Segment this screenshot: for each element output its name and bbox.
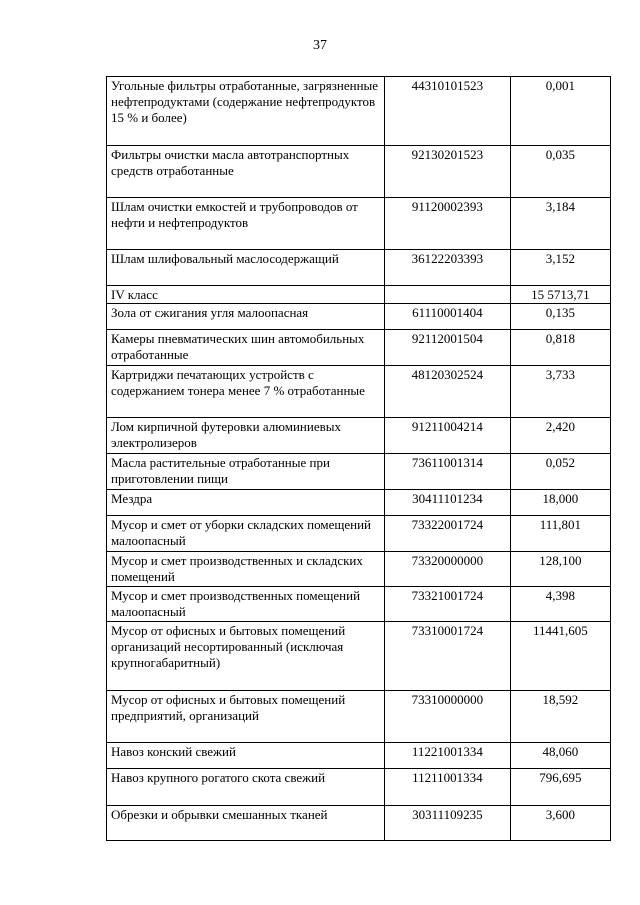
class-total-cell: 15 5713,71 (510, 286, 610, 304)
table-row (107, 490, 611, 516)
waste-code-cell: 91211004214 (385, 418, 511, 454)
table-row (107, 366, 611, 418)
table-row (107, 304, 611, 330)
waste-amount-cell: 3,733 (510, 366, 610, 418)
table-row (107, 146, 611, 198)
table-row (107, 691, 611, 743)
waste-amount-cell: 18,000 (510, 490, 610, 516)
waste-name-cell: Мусор и смет производственных помещений малоопасный (107, 587, 385, 622)
waste-amount-cell: 3,600 (510, 806, 610, 841)
waste-name-cell: Навоз конский свежий (107, 743, 385, 769)
page-number: 37 (313, 38, 327, 53)
waste-amount-cell: 3,184 (510, 198, 610, 250)
table-row (107, 587, 611, 622)
table-row (107, 330, 611, 366)
waste-name-cell: Шлам шлифовальный маслосодержащий (107, 250, 385, 286)
waste-name-cell: Зола от сжигания угля малоопасная (107, 304, 385, 330)
waste-name-cell: Масла растительные отработанные при приготовлении пищи (107, 454, 385, 490)
waste-name-cell: Мусор и смет от уборки складских помещений малоопасный (107, 516, 385, 552)
waste-name-cell: Картриджи печатающих устройств с содержанием тонера менее 7 % отработанные (107, 366, 385, 418)
table-row (107, 743, 611, 769)
waste-name-cell: Камеры пневматических шин автомобильных отработанные (107, 330, 385, 366)
table-row (107, 418, 611, 454)
waste-code-cell: 73321001724 (385, 587, 511, 622)
waste-code-cell (385, 286, 511, 304)
table-row (107, 622, 611, 691)
waste-code-cell: 73310000000 (385, 691, 511, 743)
table-row (107, 806, 611, 841)
waste-name-cell: Навоз крупного рогатого скота свежий (107, 769, 385, 806)
table-row (107, 286, 611, 304)
waste-code-cell: 44310101523 (385, 77, 511, 146)
waste-name-cell: Мездра (107, 490, 385, 516)
waste-name-cell: Фильтры очистки масла автотранспортных средств отработанные (107, 146, 385, 198)
table-row (107, 454, 611, 490)
waste-name-cell: Шлам очистки емкостей и трубопроводов от нефти и нефтепродуктов (107, 198, 385, 250)
waste-name-cell: Мусор от офисных и бытовых помещений предприятий, организаций (107, 691, 385, 743)
waste-amount-cell: 0,035 (510, 146, 610, 198)
table-row (107, 516, 611, 552)
table-row (107, 198, 611, 250)
waste-amount-cell: 128,100 (510, 552, 610, 587)
waste-amount-cell: 0,052 (510, 454, 610, 490)
waste-amount-cell: 0,001 (510, 77, 610, 146)
waste-amount-cell: 0,818 (510, 330, 610, 366)
waste-amount-cell: 2,420 (510, 418, 610, 454)
waste-code-cell: 30311109235 (385, 806, 511, 841)
waste-name-cell: Мусор и смет производственных и складских помещений (107, 552, 385, 587)
table-row (107, 769, 611, 806)
waste-amount-cell: 0,135 (510, 304, 610, 330)
waste-code-cell: 61110001404 (385, 304, 511, 330)
waste-amount-cell: 18,592 (510, 691, 610, 743)
waste-code-cell: 11221001334 (385, 743, 511, 769)
waste-amount-cell: 3,152 (510, 250, 610, 286)
waste-code-cell: 73611001314 (385, 454, 511, 490)
table-row (107, 250, 611, 286)
waste-code-cell: 36122203393 (385, 250, 511, 286)
waste-code-cell: 30411101234 (385, 490, 511, 516)
waste-amount-cell: 48,060 (510, 743, 610, 769)
waste-code-cell: 11211001334 (385, 769, 511, 806)
waste-amount-cell: 111,801 (510, 516, 610, 552)
table-row (107, 552, 611, 587)
waste-code-cell: 73322001724 (385, 516, 511, 552)
waste-code-cell: 73320000000 (385, 552, 511, 587)
waste-amount-cell: 11441,605 (510, 622, 610, 691)
waste-name-cell: Лом кирпичной футеровки алюминиевых электролизеров (107, 418, 385, 454)
waste-amount-cell: 796,695 (510, 769, 610, 806)
waste-code-cell: 92112001504 (385, 330, 511, 366)
table-row (107, 77, 611, 146)
waste-name-cell: Мусор от офисных и бытовых помещений организаций несортированный (исключая крупногабаритный) (107, 622, 385, 691)
waste-table (106, 76, 611, 841)
waste-code-cell: 91120002393 (385, 198, 511, 250)
waste-name-cell: Угольные фильтры отработанные, загрязненные нефтепродуктами (содержание нефтепродуктов 15 % и более) (107, 77, 385, 146)
waste-name-cell: Обрезки и обрывки смешанных тканей (107, 806, 385, 841)
waste-code-cell: 92130201523 (385, 146, 511, 198)
waste-code-cell: 73310001724 (385, 622, 511, 691)
waste-code-cell: 48120302524 (385, 366, 511, 418)
waste-amount-cell: 4,398 (510, 587, 610, 622)
class-heading-cell: IV класс (107, 286, 385, 304)
